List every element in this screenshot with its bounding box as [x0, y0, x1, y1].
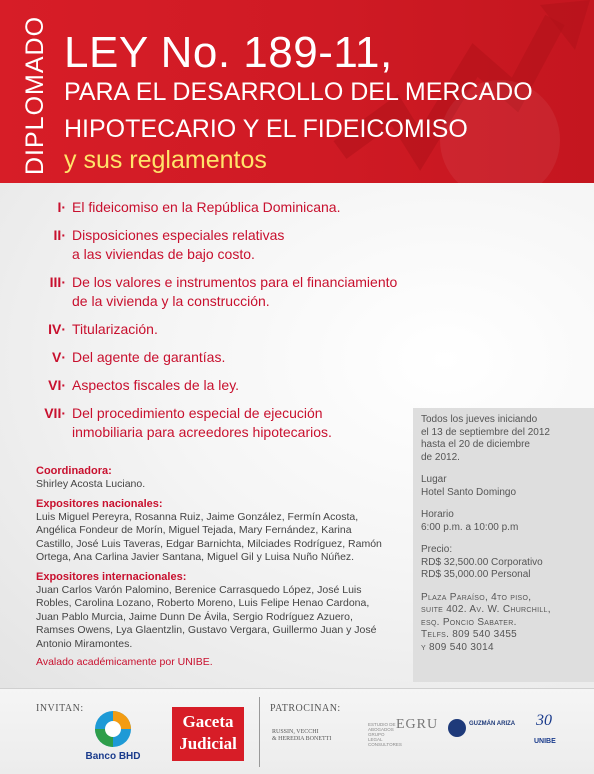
unibe-name: UNIBE: [534, 738, 556, 745]
list-item: [30, 404, 470, 442]
credits-section: [36, 464, 386, 668]
invitan-label: INVITAN:: [36, 703, 84, 714]
coordinator-name: Shirley Acosta Luciano.: [36, 478, 146, 490]
national-speakers-heading: Expositores nacionales:: [36, 497, 163, 510]
topic-number: II·: [53, 227, 66, 243]
topic-number: VII·: [44, 405, 66, 421]
egru-logo: [368, 717, 440, 747]
topic-text: Disposiciones especiales relativas a las viviendas de bajo costo.: [72, 227, 285, 262]
topic-text: De los valores e instrumentos para el financiamiento de la vivienda y la construcción.: [72, 274, 398, 309]
topic-number: III·: [49, 274, 66, 290]
venue-name: Hotel Santo Domingo: [421, 486, 517, 498]
russin-vecchi-logo: RUSSIN, VECCHI & HEREDIA BONETTI: [272, 729, 332, 742]
list-item: [30, 198, 470, 217]
banco-bhd-logo: [78, 709, 148, 771]
topic-number: V·: [52, 349, 66, 365]
footer-sponsors: [0, 688, 594, 774]
coordinator-heading: Coordinadora:: [36, 465, 112, 477]
patrocinan-label: PATROCINAN:: [270, 703, 341, 714]
subtitle-line-2: HIPOTECARIO Y EL FIDEICOMISO: [64, 115, 468, 143]
subtitle-line-3: y sus reglamentos: [64, 146, 267, 174]
topic-number: I·: [57, 199, 66, 215]
price-personal: RD$ 35,000.00 Personal: [421, 569, 531, 580]
address-contact: Plaza Paraíso, 4to piso, suite 402. Av. W. Churchill, esq. Poncio Sabater. Telfs. 809 540 3455 y 809 540 3014: [421, 591, 551, 653]
egru-name: EGRU: [396, 717, 439, 732]
guzman-ariza-name: GUZMÁN ARIZA: [469, 721, 516, 727]
event-info-box: [413, 408, 594, 682]
venue-label: Lugar: [421, 474, 447, 485]
topic-text: El fideicomiso en la República Dominicana.: [72, 199, 341, 215]
subtitle-line-1: PARA EL DESARROLLO DEL MERCADO: [64, 78, 533, 106]
price-label: Precio:: [421, 544, 453, 555]
footer-divider: [259, 697, 260, 767]
international-speakers-heading: Expositores internacionales:: [36, 570, 187, 583]
list-item: [30, 320, 470, 339]
price-corporate: RD$ 32,500.00 Corporativo: [421, 556, 543, 568]
topic-text: Aspectos fiscales de la ley.: [72, 377, 240, 393]
topic-number: VI·: [48, 377, 66, 393]
international-speakers-list: Juan Carlos Varón Palomino, Berenice Carrasquedo López, José Luis Robles, Carolina Lozano, Roberto Moreno, Luis Felipe Henao Cardona, Juan Pablo Murcia, Jaime Dunn De Ávila, Sergio Rodríguez Azuero, Ramses Owens, Lya Glaentzlin, Gustavo Vergara, Guillermo Juan y José Antonio Miramontes.: [36, 583, 377, 650]
national-speakers-list: Luis Miguel Pereyra, Rosanna Ruiz, Jaime González, Fermín Acosta, Angélica Fondeur de Morín, Miguel Tejada, Mary Fernández, Karina Castillo, José Luis Taveras, Edgar Barnichta, Milciades Rodríguez, Ramón Ortega, Ana Carlina Javier Santana, Miguel Gil y Luisa Nuño Núñez.: [36, 510, 382, 563]
gaceta-judicial-logo: Gaceta Judicial: [172, 707, 244, 761]
topic-text: Del agente de garantías.: [72, 349, 226, 365]
bhd-name: Banco BHD: [85, 751, 141, 762]
topic-text: Del procedimiento especial de ejecución inmobiliaria para acreedores hipotecarios.: [72, 405, 332, 440]
unibe-anniversary: 30: [536, 712, 552, 729]
venue-block: [421, 474, 586, 499]
diplomado-label: DIPLOMADO: [21, 15, 50, 175]
accreditation-note: Avalado académicamente por UNIBE.: [36, 656, 213, 668]
list-item: [30, 348, 470, 367]
header-banner: [0, 0, 594, 183]
guzman-ariza-logo: [448, 719, 528, 741]
law-title: LEY No. 189-11,: [64, 28, 393, 77]
price-block: [421, 544, 586, 582]
unibe-logo: [534, 712, 574, 747]
topic-text: Titularización.: [72, 321, 158, 337]
topic-list: [30, 198, 470, 451]
bhd-emblem-icon: [93, 709, 133, 749]
egru-subtitle: ESTUDIO DE ABOGADOS GRUPO LEGAL CONSULTORES: [368, 722, 402, 747]
list-item: [30, 376, 470, 395]
schedule-text: Todos los jueves iniciando el 13 de septiembre del 2012 hasta el 20 de diciembre de 2012.: [421, 414, 550, 463]
hours-value: 6:00 p.m. a 10:00 p.m: [421, 521, 519, 533]
topic-number: IV·: [48, 321, 66, 337]
list-item: [30, 273, 470, 311]
guzman-ariza-emblem-icon: [448, 719, 466, 737]
hours-label: Horario: [421, 509, 454, 520]
hours-block: [421, 509, 586, 534]
list-item: [30, 226, 470, 264]
